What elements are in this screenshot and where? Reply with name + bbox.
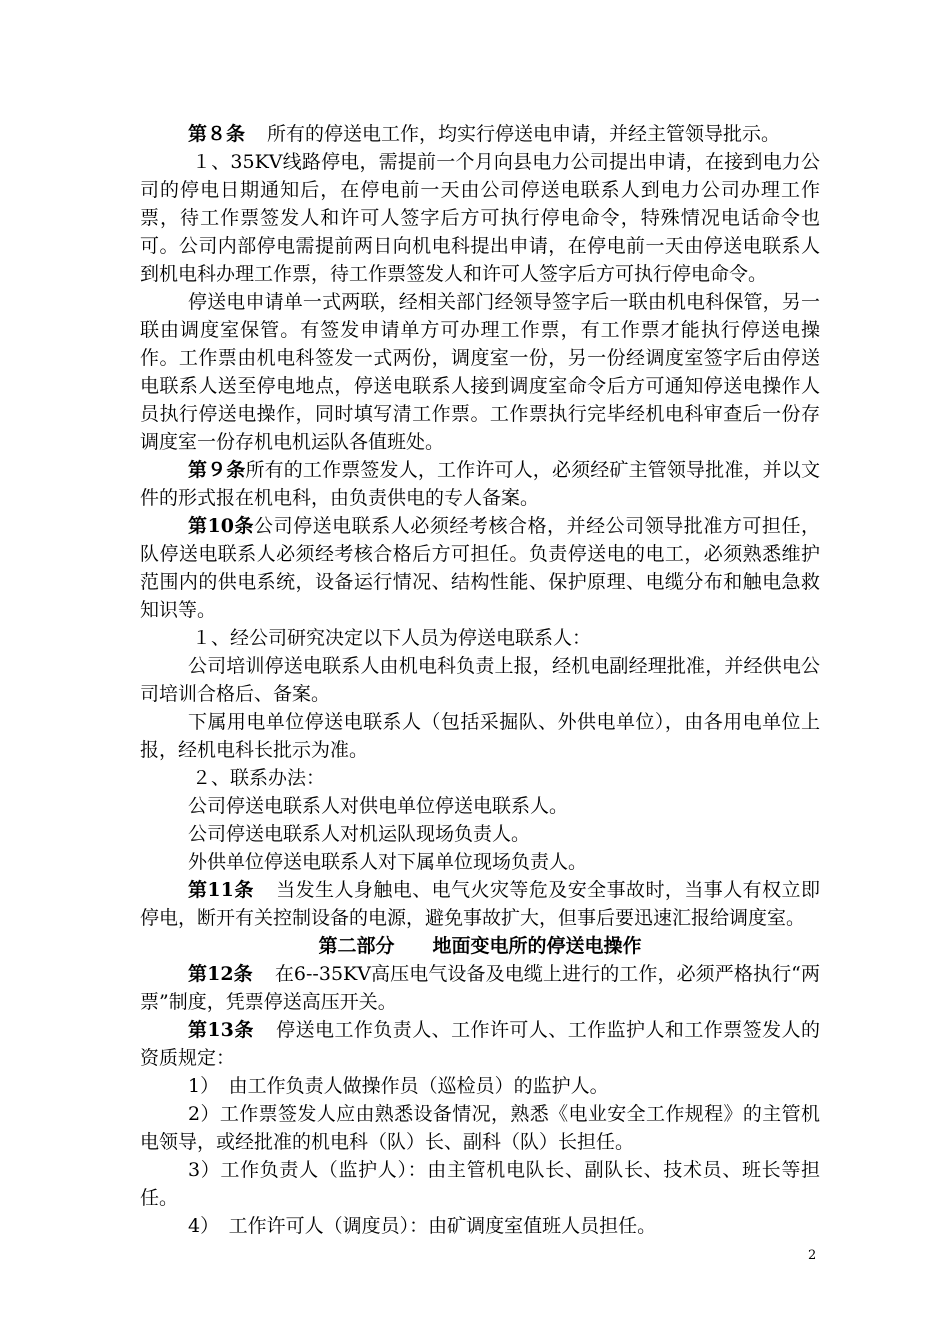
page-number: 2: [808, 1248, 817, 1263]
article-12-text: 在6--35KV高压电气设备及电缆上进行的工作，必须严格执行“两票”制度，凭票停送高压开关。: [140, 963, 820, 1013]
article-10-paragraph-1: 公司培训停送电联系人由机电科负责上报，经机电副经理批准，并经供电公司培训合格后、备案。: [140, 655, 820, 705]
article-10-item-1: １、经公司研究决定以下人员为停送电联系人：: [192, 627, 592, 649]
article-10-text: 公司停送电联系人必须经考核合格，并经公司领导批准方可担任，队停送电联系人必须经考核合格后方可担任。负责停送电的电工，必须熟悉维护范围内的供电系统，设备运行情况、结构性能、保护原理、电缆分布和触电急救知识等。: [140, 515, 820, 621]
article-9: [140, 456, 820, 512]
article-13-label: 第13条: [188, 1019, 254, 1041]
article-12: [140, 960, 820, 1016]
article-11-label: 第11条: [188, 879, 254, 901]
article-13: [140, 1016, 820, 1072]
article-13-item-2: 2）工作票签发人应由熟悉设备情况，熟悉《电业安全工作规程》的主管机电领导，或经批准的机电科（队）长、副科（队）长担任。: [140, 1103, 820, 1153]
article-11-text: 当发生人身触电、电气火灾等危及安全事故时，当事人有权立即停电，断开有关控制设备的电源，避免事故扩大，但事后要迅速汇报给调度室。: [140, 879, 820, 929]
article-9-text: 所有的工作票签发人，工作许可人，必须经矿主管领导批准，并以文件的形式报在机电科，由负责供电的专人备案。: [140, 459, 820, 509]
article-8: [140, 120, 820, 148]
article-12-label: 第12条: [188, 963, 253, 985]
article-13-item-1: 1） 由工作负责人做操作员（巡检员）的监护人。: [188, 1075, 609, 1097]
article-8-paragraph-2: 停送电申请单一式两联，经相关部门经领导签字后一联由机电科保管，另一联由调度室保管。有签发申请单方可办理工作票，有工作票才能执行停送电操作。工作票由机电科签发一式两份，调度室一份，另一份经调度室签字后由停送电联系人送至停电地点，停送电联系人接到调度室命令后方可通知停送电操作人员执行停送电操作，同时填写清工作票。工作票执行完毕经机电科审查后一份存调度室一份存机电机运队各值班处。: [140, 291, 820, 453]
article-8-label: 第８条: [188, 123, 246, 145]
article-10-item-2: ２、联系办法：: [192, 767, 326, 789]
article-8-text: 所有的停送电工作，均实行停送电申请，并经主管领导批示。: [267, 123, 781, 145]
article-8-item-1: １、35KV线路停电，需提前一个月向县电力公司提出申请，在接到电力公司的停电日期通知后，在停电前一天由公司停送电联系人到电力公司办理工作票，待工作票签发人和许可人签字后方可执行停电命令，特殊情况电话命令也可。公司内部停电需提前两日向机电科提出申请，在停电前一天由停送电联系人到机电科办理工作票，待工作票签发人和许可人签字后方可执行停电命令。: [140, 151, 820, 285]
document-body: [140, 120, 820, 1240]
article-10-paragraph-5: 外供单位停送电联系人对下属单位现场负责人。: [188, 851, 588, 873]
article-10-paragraph-2: 下属用电单位停送电联系人（包括采掘队、外供电单位），由各用电单位上报，经机电科长批示为准。: [140, 711, 820, 761]
article-10-paragraph-4: 公司停送电联系人对机运队现场负责人。: [188, 823, 531, 845]
article-9-label: 第９条: [188, 459, 246, 481]
article-10-label: 第10条: [188, 515, 255, 537]
article-11: [140, 876, 820, 932]
article-10-paragraph-3: 公司停送电联系人对供电单位停送电联系人。: [188, 795, 569, 817]
article-13-item-4: 4） 工作许可人（调度员）：由矿调度室值班人员担任。: [188, 1215, 657, 1237]
section-heading: 第二部分 地面变电所的停送电操作: [318, 935, 642, 957]
article-13-text: 停送电工作负责人、工作许可人、工作监护人和工作票签发人的资质规定：: [140, 1019, 820, 1069]
article-10: [140, 512, 820, 624]
article-13-item-3: 3）工作负责人（监护人）：由主管机电队长、副队长、技术员、班长等担任。: [140, 1159, 820, 1209]
